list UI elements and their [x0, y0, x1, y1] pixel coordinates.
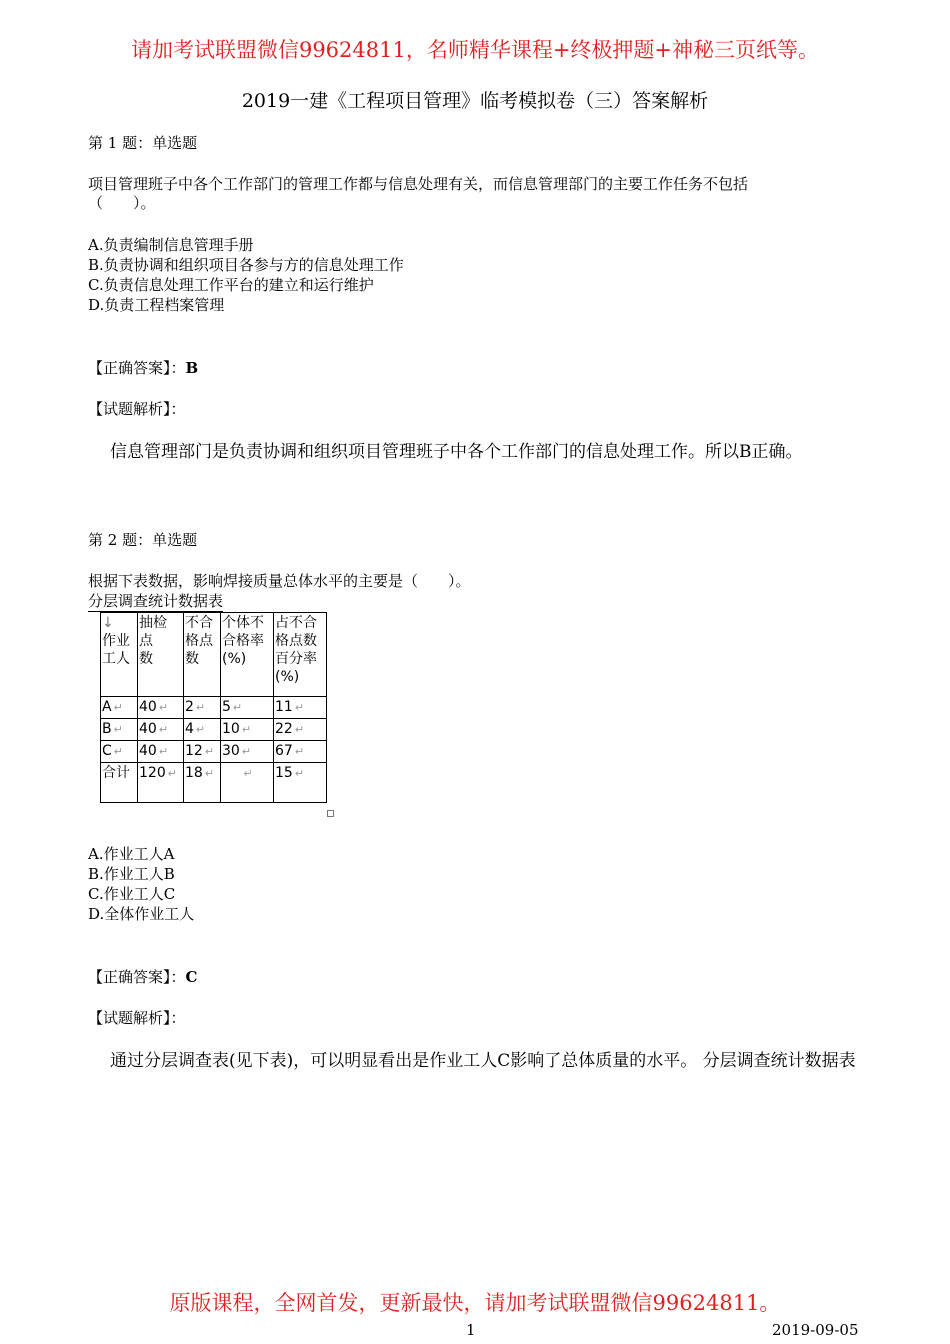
q2-answer-label: 【正确答案】：	[88, 968, 186, 986]
document-date: 2019-09-05	[772, 1321, 859, 1339]
q2-option-b: B.作业工人B	[88, 865, 175, 883]
table-header-row	[101, 613, 327, 697]
q2-option-d: D.全体作业工人	[88, 905, 195, 923]
document-title: 2019一建《工程项目管理》临考模拟卷（三）答案解析	[241, 90, 709, 112]
q1-option-c: C.负责信息处理工作平台的建立和运行维护	[88, 276, 374, 294]
table-row-total: 合计 120 ↵ 18 ↵ ↵ 15 ↵	[101, 763, 327, 803]
q1-stem-line2: （ ）。	[88, 194, 156, 212]
table-row: C ↵ 40 ↵ 12 ↵ 30 ↵ 67 ↵	[101, 741, 327, 763]
q2-analysis-label: 【试题解析】：	[88, 1009, 186, 1027]
q2-option-a: A.作业工人A	[88, 845, 175, 863]
q2-answer-value: C	[185, 968, 198, 986]
q1-stem-line1: 项目管理班子中各个工作部门的管理工作都与信息处理有关，而信息管理部门的主要工作任务不包括	[88, 175, 749, 193]
q2-stat-table	[100, 612, 327, 803]
header-ad: 请加考试联盟微信99624811，名师精华课程+终极押题+神秘三页纸等。	[130, 38, 820, 62]
q1-answer-label: 【正确答案】：	[88, 359, 186, 377]
table-header-sample: 抽检 点 数	[138, 613, 184, 697]
table-header-defect-share: 占不合 格点数 百分率 (%)	[274, 613, 327, 697]
q1-answer	[88, 359, 198, 378]
q1-answer-value: B	[185, 359, 199, 377]
q1-analysis: 信息管理部门是负责协调和组织项目管理班子中各个工作部门的信息处理工作。所以B正确。	[110, 442, 803, 462]
table-row: A ↵ 40 ↵ 2 ↵ 5 ↵ 11 ↵	[101, 697, 327, 719]
table-resize-handle-icon	[327, 810, 334, 817]
q1-option-a: A.负责编制信息管理手册	[88, 236, 254, 254]
page-number: 1	[466, 1321, 476, 1339]
q2-options	[88, 845, 194, 925]
q1-options	[88, 236, 404, 316]
q1-option-d: D.负责工程档案管理	[88, 296, 225, 314]
q2-table-caption: 分层调查统计数据表	[88, 592, 224, 610]
q2-answer	[88, 968, 197, 987]
q2-option-c: C.作业工人C	[88, 885, 176, 903]
footer-ad: 原版课程，全网首发，更新最快，请加考试联盟微信99624811。	[169, 1291, 781, 1315]
q2-analysis: 通过分层调查表(见下表)，可以明显看出是作业工人C影响了总体质量的水平。 分层调查统计数据表	[110, 1051, 856, 1071]
q1-analysis-label: 【试题解析】：	[88, 400, 186, 418]
table-header-defect-rate: 个体不 合格率 (%)	[221, 613, 274, 697]
q2-stem: 根据下表数据，影响焊接质量总体水平的主要是（ ）。	[88, 572, 471, 590]
q1-label: 第 1 题：单选题	[88, 134, 198, 152]
q1-option-b: B.负责协调和组织项目各参与方的信息处理工作	[88, 256, 404, 274]
table-header-worker: ↓ 作业 工人	[101, 613, 138, 697]
table-row: B ↵ 40 ↵ 4 ↵ 10 ↵ 22 ↵	[101, 719, 327, 741]
q2-stat-table-wrap	[100, 612, 327, 803]
q2-label: 第 2 题：单选题	[88, 531, 198, 549]
table-header-defects: 不合 格点 数	[184, 613, 221, 697]
